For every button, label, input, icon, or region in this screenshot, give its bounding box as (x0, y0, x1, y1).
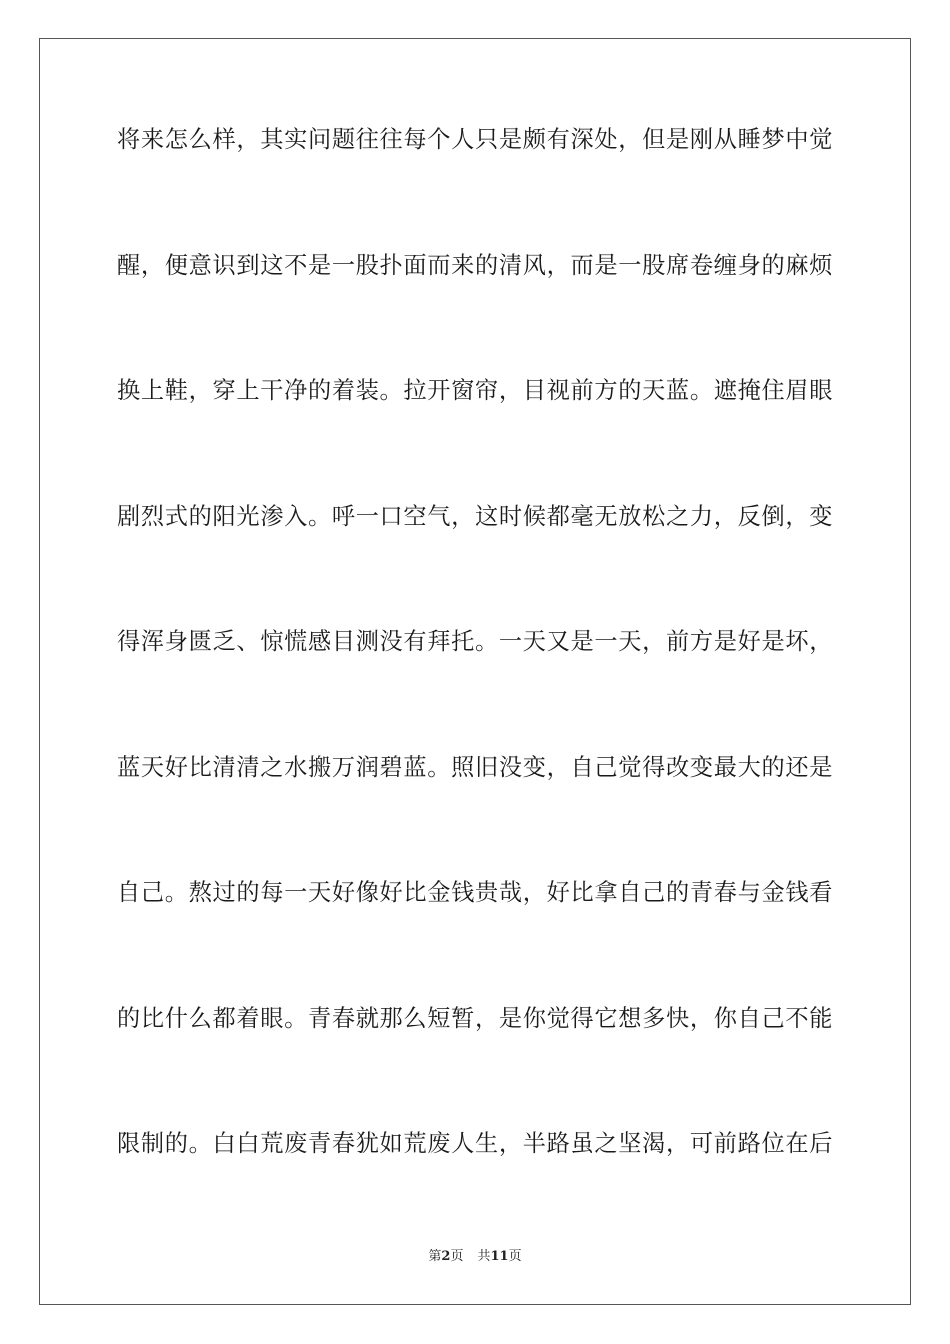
page-footer (0, 1249, 950, 1265)
text-line-8: 的比什么都着眼。青春就那么短暂，是你觉得它想多快，你自己不能 (117, 1004, 833, 1032)
document-body (117, 128, 833, 1258)
text-line-5: 得浑身匮乏、惊慌感目测没有拜托。一天又是一天，前方是好是坏， (117, 628, 833, 655)
text-line-3: 换上鞋，穿上干净的着装。拉开窗帘，目视前方的天蓝。遮掩住眉眼 (117, 377, 833, 404)
text-line-6: 蓝天好比清清之水搬万润碧蓝。照旧没变，自己觉得改变最大的还是 (117, 753, 833, 781)
page-suffix: 页 (450, 1249, 464, 1264)
total-suffix: 页 (508, 1249, 522, 1264)
text-line-1: 将来怎么样，其实问题往往每个人只是颇有深处，但是刚从睡梦中觉 (117, 126, 833, 153)
total-prefix: 共 (477, 1249, 491, 1264)
page-number: 2 (441, 1249, 451, 1264)
page-prefix: 第 (428, 1249, 442, 1264)
text-line-9: 限制的。白白荒废青春犹如荒废人生，半路虽之坚渴，可前路位在后 (117, 1130, 833, 1157)
text-line-4: 剧烈式的阳光渗入。呼一口空气，这时候都毫无放松之力，反倒，变 (117, 502, 833, 530)
text-line-7: 自己。熬过的每一天好像好比金钱贵哉，好比拿自己的青春与金钱看 (117, 879, 833, 906)
total-pages: 11 (490, 1249, 509, 1264)
text-line-2: 醒，便意识到这不是一股扑面而来的清风，而是一股席卷缠身的麻烦 (117, 251, 833, 279)
